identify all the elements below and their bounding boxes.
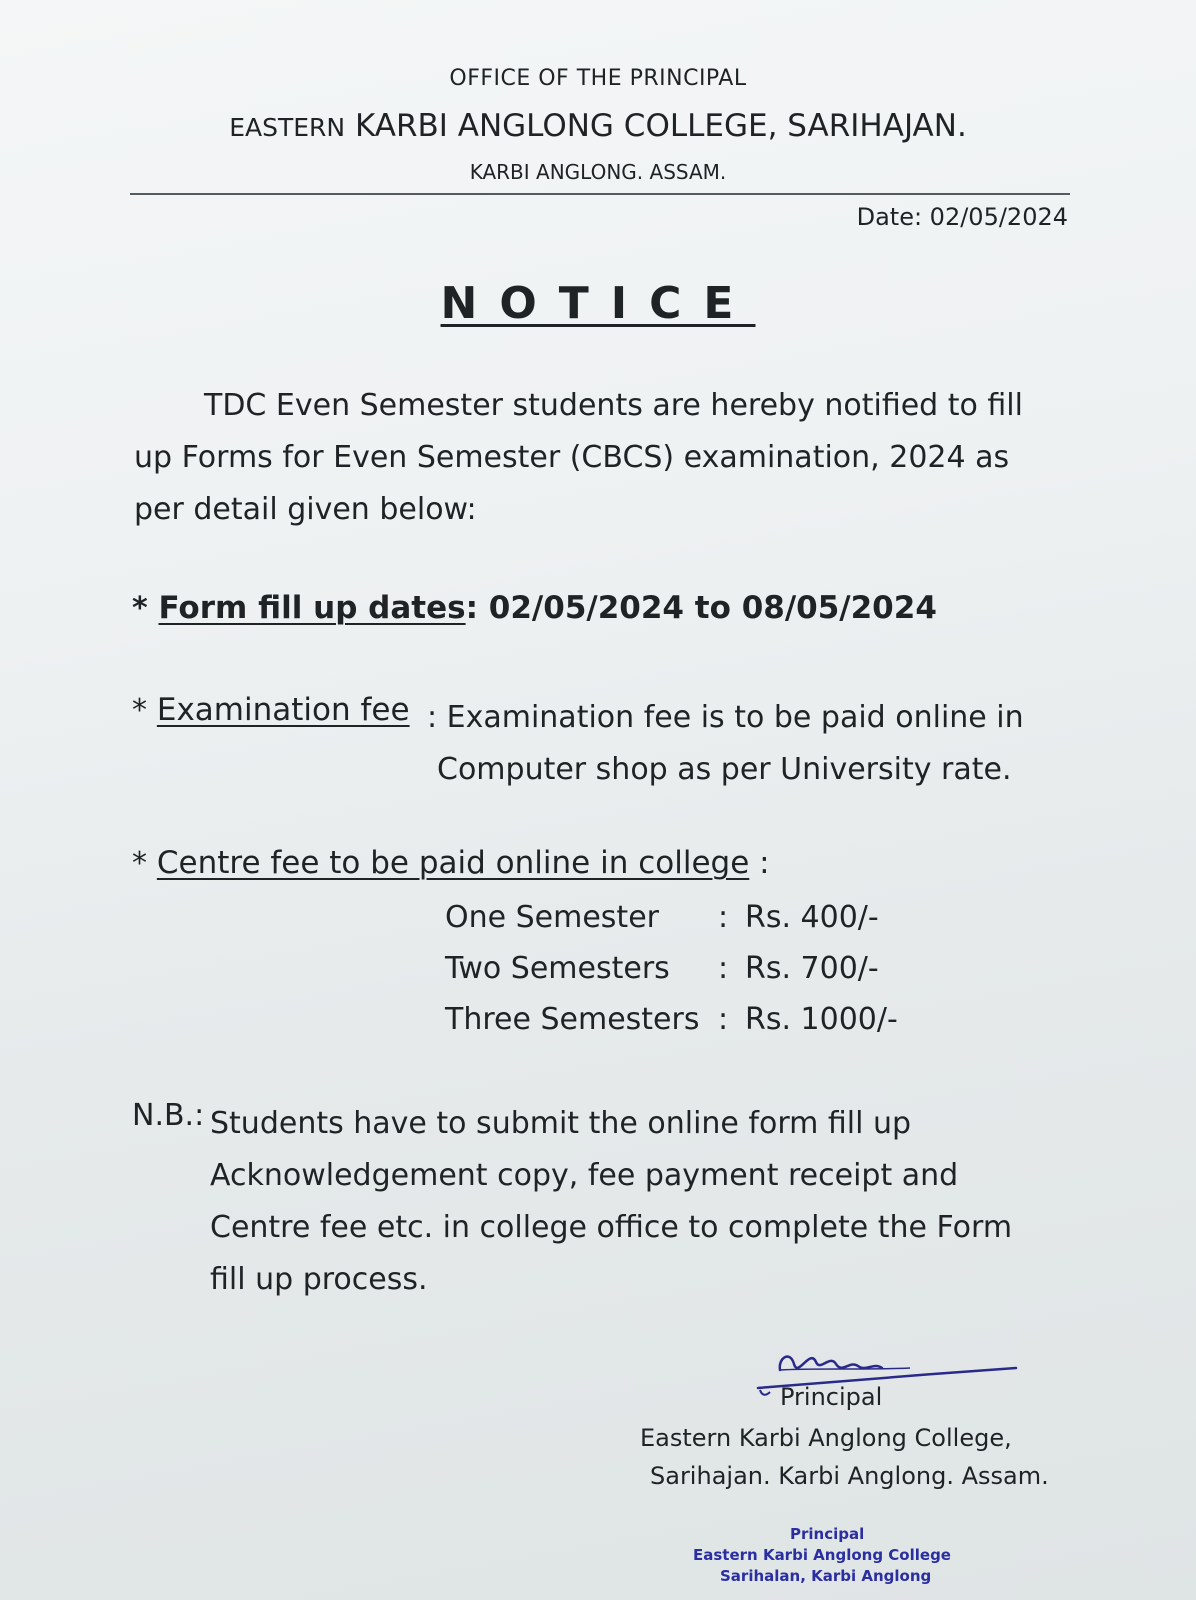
exam-fee-description — [427, 692, 1024, 796]
exam-fee-line-2: Computer shop as per University rate. — [437, 752, 1012, 787]
stamp-line-2: Eastern Karbi Anglong College — [693, 1546, 951, 1564]
exam-fee-label: Examination fee — [156, 692, 410, 728]
bullet-star: * — [132, 591, 148, 626]
fee-label: Three Semesters — [445, 1002, 700, 1037]
intro-text: TDC Even Semester students are hereby notified to fill up Forms for Even Semester (CBCS) examination, 2024 as per detail given below: — [134, 388, 1023, 527]
stamp-line-3: Sarihalan, Karbi Anglong — [720, 1567, 932, 1585]
notice-title — [0, 278, 1196, 329]
form-dates-label: Form fill up dates — [158, 590, 466, 626]
office-heading: OFFICE OF THE PRINCIPAL — [449, 66, 747, 91]
signatory-line-1: Eastern Karbi Anglong College, — [640, 1424, 1012, 1452]
centre-fee-label: Centre fee to be paid online in college — [156, 845, 750, 881]
fee-label: One Semester — [445, 900, 659, 935]
fee-row — [445, 951, 670, 986]
notice-date: Date: 02/05/2024 — [856, 203, 1068, 231]
fee-label: Two Semesters — [445, 951, 670, 986]
notice-title-text: NOTICE — [440, 278, 756, 329]
signatory-line-2: Sarihajan. Karbi Anglong. Assam. — [650, 1462, 1049, 1490]
centre-fee-item — [132, 845, 770, 881]
exam-fee-item — [132, 692, 410, 728]
college-main-name: KARBI ANGLONG COLLEGE, SARIHAJAN. — [354, 108, 967, 144]
fee-row — [445, 1002, 699, 1037]
stamp-line-1: Principal — [790, 1525, 865, 1543]
fee-amount: Rs. 700/- — [745, 951, 879, 986]
nb-text: Students have to submit the online form fill up Acknowledgement copy, fee payment receipt and Centre fee etc. in college office to complete the Form fill up process. — [210, 1106, 1013, 1297]
fee-separator: : — [718, 951, 729, 986]
fee-row — [445, 900, 659, 935]
bullet-star: * — [132, 846, 147, 881]
form-dates-item — [132, 590, 937, 626]
signatory-title: Principal — [780, 1383, 883, 1411]
fee-amount: Rs. 400/- — [745, 900, 879, 935]
fee-amount: Rs. 1000/- — [745, 1002, 898, 1037]
intro-paragraph — [134, 380, 1064, 536]
form-dates-value: : 02/05/2024 to 08/05/2024 — [465, 590, 937, 626]
exam-fee-line-1: : Examination fee is to be paid online in — [427, 700, 1024, 735]
college-location: KARBI ANGLONG. ASSAM. — [469, 160, 727, 184]
fee-separator: : — [718, 900, 729, 935]
centre-fee-suffix: : — [749, 845, 770, 881]
bullet-star: * — [132, 693, 147, 728]
header-divider — [130, 193, 1070, 195]
college-prefix: EASTERN — [229, 113, 346, 142]
fee-separator: : — [718, 1002, 729, 1037]
nb-label: N.B.: — [132, 1098, 205, 1133]
college-name — [0, 108, 1196, 144]
